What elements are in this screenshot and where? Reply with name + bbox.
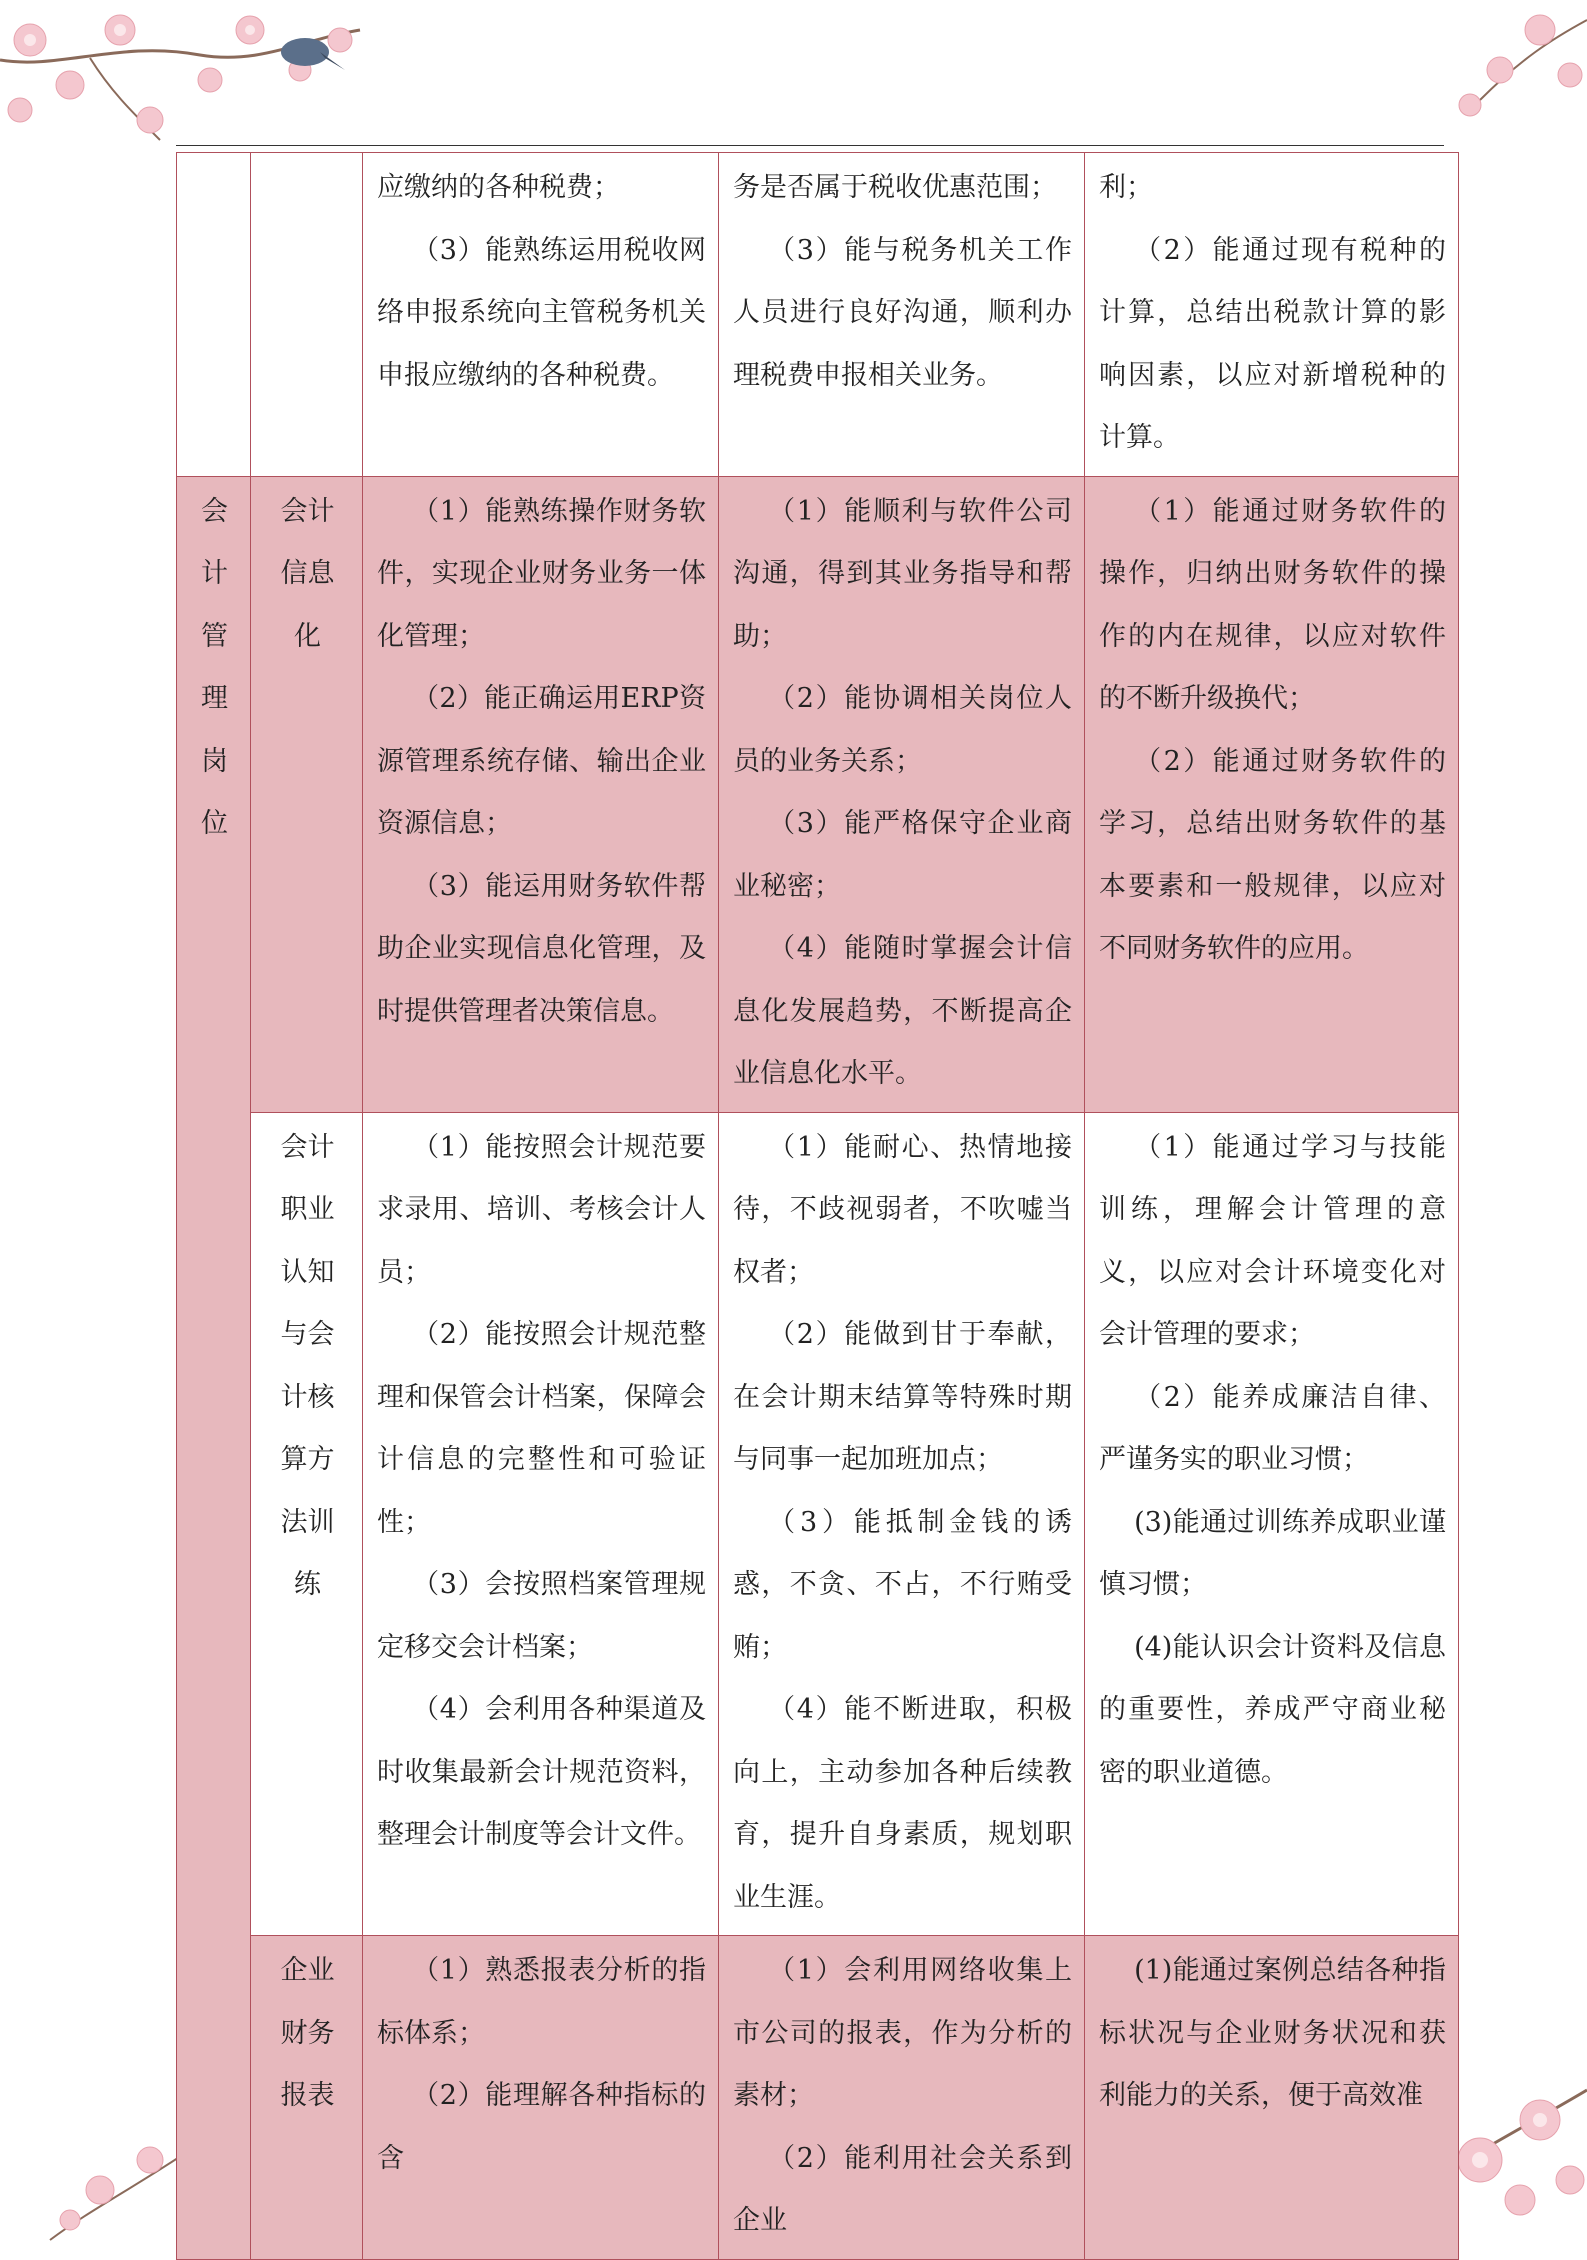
list-item: （2）能通过财务软件的学习，总结出财务软件的基本要素和一般规律，以应对不同财务软件的应用。 bbox=[1099, 745, 1446, 964]
header-rule bbox=[176, 145, 1444, 146]
list-item: （3）能与税务机关工作人员进行良好沟通，顺利办理税费申报相关业务。 bbox=[733, 234, 1072, 391]
list-item: （1）能按照会计规范要求录用、培训、考核会计人员； bbox=[377, 1131, 706, 1288]
social-cell bbox=[719, 1112, 1085, 1936]
social-cell bbox=[719, 153, 1085, 477]
method-cell bbox=[1085, 1112, 1459, 1936]
list-item: 利； bbox=[1099, 172, 1153, 203]
list-item: （1）能通过财务软件的操作，归纳出财务软件的操作的内在规律，以应对软件的不断升级换代； bbox=[1099, 495, 1446, 714]
course-cell bbox=[251, 476, 363, 1112]
list-item: （2）能利用社会关系到企业 bbox=[733, 2142, 1072, 2236]
course-label: 会计职业认知与会计核算方法训练 bbox=[280, 1131, 335, 1600]
table-row bbox=[177, 476, 1459, 1112]
course-cell-empty bbox=[251, 153, 363, 477]
method-cell bbox=[1085, 1936, 1459, 2260]
social-cell bbox=[719, 476, 1085, 1112]
list-item: （4）能随时掌握会计信息化发展趋势，不断提高企业信息化水平。 bbox=[733, 933, 1072, 1089]
table-row bbox=[177, 153, 1459, 477]
course-label: 会计信息化 bbox=[280, 495, 335, 652]
table-row bbox=[177, 1112, 1459, 1936]
knowledge-cell bbox=[363, 1112, 719, 1936]
knowledge-cell bbox=[363, 1936, 719, 2260]
method-cell bbox=[1085, 476, 1459, 1112]
knowledge-cell bbox=[363, 476, 719, 1112]
knowledge-cell bbox=[363, 153, 719, 477]
list-item: （3）能熟练运用税收网络申报系统向主管税务机关申报应缴纳的各种税费。 bbox=[377, 234, 706, 391]
cherry-blossom-branch-top-right bbox=[1420, 0, 1587, 130]
post-cell bbox=[177, 476, 251, 2259]
table-row bbox=[177, 1936, 1459, 2260]
method-cell bbox=[1085, 153, 1459, 477]
list-item: （2）能按照会计规范整理和保管会计档案，保障会计信息的完整性和可验证性； bbox=[377, 1319, 706, 1538]
course-cell bbox=[251, 1112, 363, 1936]
list-item: （4）能不断进取，积极向上，主动参加各种后续教育，提升自身素质，规划职业生涯。 bbox=[733, 1694, 1072, 1913]
post-label: 会计管理岗位 bbox=[201, 495, 228, 839]
list-item: （2）能通过现有税种的计算，总结出税款计算的影响因素，以应对新增税种的计算。 bbox=[1099, 234, 1446, 453]
list-item: （1）熟悉报表分析的指标体系； bbox=[377, 1955, 706, 2049]
training-requirements-table bbox=[176, 152, 1459, 2260]
bird-icon bbox=[281, 38, 329, 66]
list-item: 务是否属于税收优惠范围； bbox=[733, 172, 1057, 203]
list-item: （2）能协调相关岗位人员的业务关系； bbox=[733, 683, 1072, 777]
list-item: （2）能养成廉洁自律、严谨务实的职业习惯； bbox=[1099, 1381, 1446, 1475]
list-item: 应缴纳的各种税费； bbox=[377, 172, 620, 203]
list-item: (3)能通过训练养成职业谨慎习惯； bbox=[1099, 1506, 1446, 1600]
list-item: （1）能熟练操作财务软件，实现企业财务业务一体化管理； bbox=[377, 495, 706, 652]
post-cell-empty bbox=[177, 153, 251, 477]
list-item: （1）能通过学习与技能训练，理解会计管理的意义，以应对会计环境变化对会计管理的要求； bbox=[1099, 1131, 1446, 1350]
list-item: （2）能正确运用ERP资源管理系统存储、输出企业资源信息； bbox=[377, 683, 706, 839]
cherry-blossom-branch-top-left bbox=[0, 0, 380, 160]
social-cell bbox=[719, 1936, 1085, 2260]
course-cell bbox=[251, 1936, 363, 2260]
list-item: （4）会利用各种渠道及时收集最新会计规范资料，整理会计制度等会计文件。 bbox=[377, 1694, 706, 1850]
list-item: （3）能抵制金钱的诱惑，不贪、不占，不行贿受贿； bbox=[733, 1506, 1072, 1663]
list-item: （1）能顺利与软件公司沟通，得到其业务指导和帮助； bbox=[733, 495, 1072, 652]
list-item: （2）能理解各种指标的含 bbox=[377, 2080, 706, 2174]
list-item: （1）能耐心、热情地接待，不歧视弱者，不吹嘘当权者； bbox=[733, 1131, 1072, 1288]
list-item: （3）能运用财务软件帮助企业实现信息化管理，及时提供管理者决策信息。 bbox=[377, 870, 706, 1027]
list-item: (1)能通过案例总结各种指标状况与企业财务状况和获利能力的关系，便于高效准 bbox=[1099, 1955, 1446, 2111]
list-item: (4)能认识会计资料及信息的重要性，养成严守商业秘密的职业道德。 bbox=[1099, 1631, 1446, 1788]
course-label: 企业财务报表 bbox=[280, 1955, 335, 2111]
list-item: （2）能做到甘于奉献，在会计期末结算等特殊时期与同事一起加班加点； bbox=[733, 1319, 1072, 1475]
list-item: （1）会利用网络收集上市公司的报表，作为分析的素材； bbox=[733, 1955, 1072, 2111]
list-item: （3）会按照档案管理规定移交会计档案； bbox=[377, 1569, 706, 1663]
list-item: （3）能严格保守企业商业秘密； bbox=[733, 808, 1072, 902]
